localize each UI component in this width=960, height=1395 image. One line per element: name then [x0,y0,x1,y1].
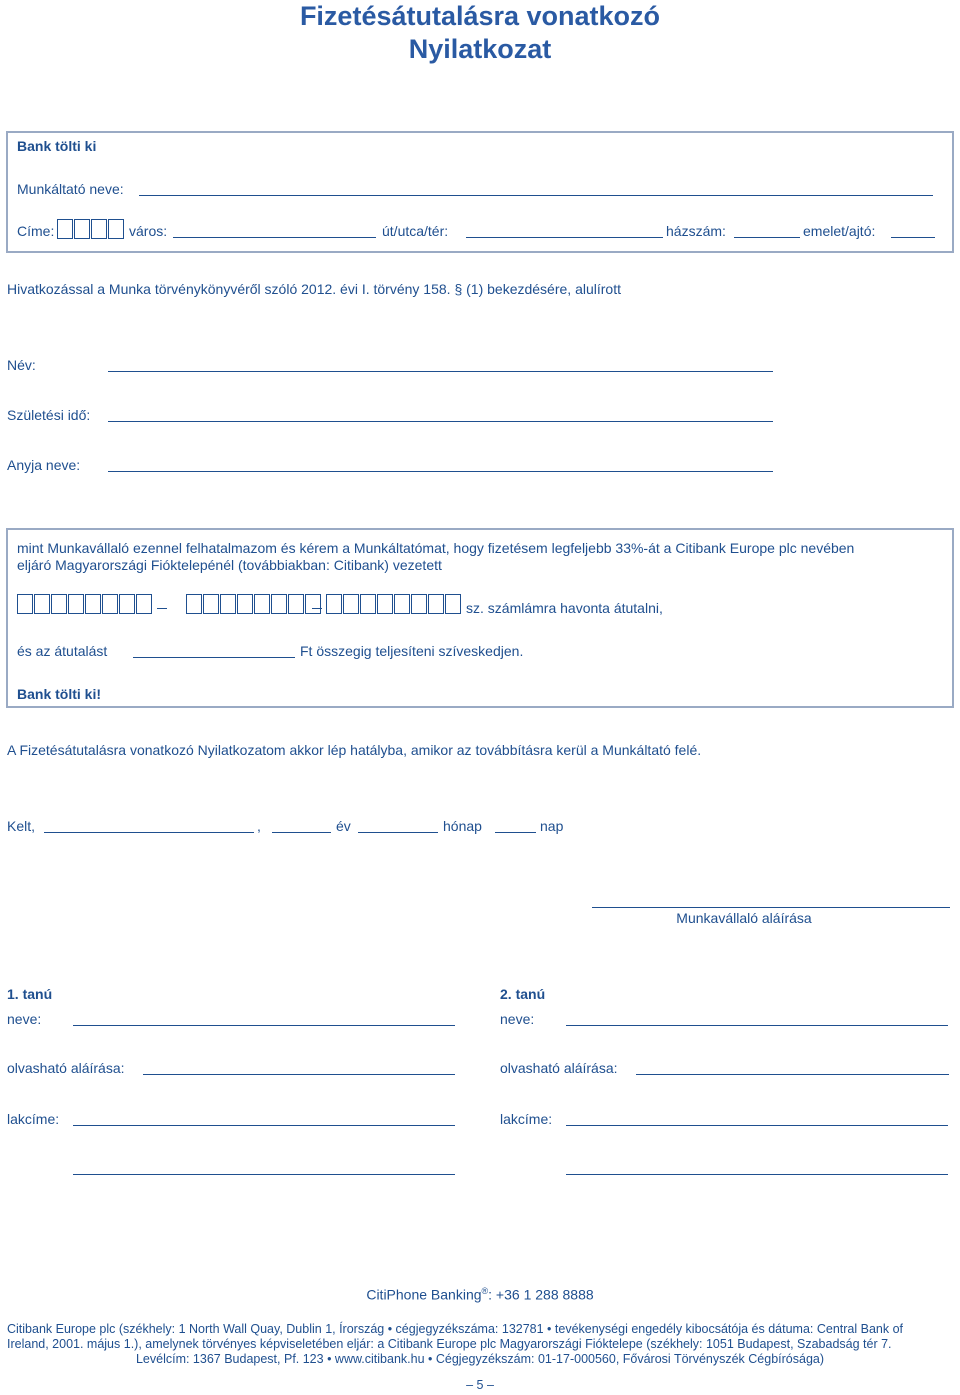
day-label: nap [540,818,564,834]
witness2-heading: 2. tanú [500,986,546,1002]
witness1-signature-field[interactable] [143,1074,455,1075]
year-field[interactable] [272,832,331,833]
account-digit-box[interactable] [186,594,202,614]
birth-date-field[interactable] [108,421,773,422]
house-number-field[interactable] [734,237,800,238]
legal-text-line1: Citibank Europe plc (székhely: 1 North Wall Quay, Dublin 1, Írország • cégjegyzékszáma: 132781 • tevékenységi engedély kibocsátója és dátuma: Central Bank of [7,1322,904,1336]
account-digit-box[interactable] [254,594,270,614]
account-digit-box[interactable] [68,594,84,614]
witness1-heading: 1. tanú [7,986,53,1002]
floor-door-field[interactable] [891,237,935,238]
bank-section-heading: Bank tölti ki [17,138,97,154]
account-digit-box[interactable] [220,594,236,614]
house-number-label: házszám: [666,223,726,239]
employer-name-field[interactable] [139,195,933,196]
employer-name-label: Munkáltató neve: [17,181,124,197]
registered-mark: ® [481,1286,489,1296]
authorization-text-line1: mint Munkavállaló ezennel felhatalmazom és kérem a Munkáltatómat, hogy fizetésem legfeljebb 33%-át a Citibank Europe plc nevében [17,540,855,556]
street-label: út/utca/tér: [382,223,449,239]
year-label: év [336,818,351,834]
account-digit-box[interactable] [203,594,219,614]
date-comma: , [257,818,261,834]
witness2-address-field-2[interactable] [566,1174,948,1175]
citiphone-line [0,1286,960,1303]
employee-signature-label: Munkavállaló aláírása [676,910,812,926]
witness2-name-field[interactable] [566,1025,948,1026]
reference-text: Hivatkozással a Munka törvénykönyvéről szóló 2012. évi I. törvény 158. § (1) bekezdésére, alulírott [7,281,621,297]
employee-signature-field[interactable] [592,907,950,908]
account-digit-box[interactable] [343,594,359,614]
transfer-amount-field[interactable] [133,657,295,658]
account-digit-box[interactable] [17,594,33,614]
account-digit-box[interactable] [377,594,393,614]
birth-date-label: Születési idő: [7,407,91,423]
account-digit-box[interactable] [119,594,135,614]
witness2-signature-label: olvasható aláírása: [500,1060,618,1076]
witness2-address-label: lakcíme: [500,1111,553,1127]
account-digit-box[interactable] [360,594,376,614]
witness1-address-label: lakcíme: [7,1111,60,1127]
page-title-line1: Fizetésátutalásra vonatkozó [299,1,661,31]
account-digit-box[interactable] [288,594,304,614]
effect-text: A Fizetésátutalásra vonatkozó Nyilatkozatom akkor lép hatályba, amikor az továbbításra kerül a Munkáltató felé. [7,742,702,758]
witness2-address-field[interactable] [566,1125,948,1126]
account-digit-box[interactable] [445,594,461,614]
witness2-signature-field[interactable] [636,1074,949,1075]
legal-text-line3: Levélcím: 1367 Budapest, Pf. 123 • www.citibank.hu • Cégjegyzékszám: 01-17-000560, Fővárosi Törvényszék Cégbírósága) [135,1352,825,1366]
account-suffix-text: sz. számlámra havonta átutalni, [466,600,663,616]
witness1-name-label: neve: [7,1011,42,1027]
citiphone-number: : +36 1 288 8888 [488,1286,594,1303]
transfer-suffix-text: Ft összegig teljesíteni szíveskedjen. [300,643,524,659]
authorization-text-line2: eljáró Magyarországi Fióktelepénél (továbbiakban: Citibank) vezetett [17,557,442,573]
account-digit-box[interactable] [305,594,321,614]
mother-name-label: Anyja neve: [7,457,81,473]
postcode-box-3[interactable] [91,219,107,239]
mother-name-field[interactable] [108,471,773,472]
witness2-name-label: neve: [500,1011,535,1027]
witness1-address-field[interactable] [73,1125,455,1126]
city-label: város: [129,223,168,239]
citiphone-label: CitiPhone Banking [366,1286,482,1303]
account-digit-box[interactable] [326,594,342,614]
witness1-name-field[interactable] [73,1025,455,1026]
account-digit-box[interactable] [394,594,410,614]
name-field[interactable] [108,371,773,372]
bank-fill-note: Bank tölti ki! [17,686,102,702]
account-digit-box[interactable] [136,594,152,614]
transfer-prefix-text: és az átutalást [17,643,108,659]
day-field[interactable] [495,832,536,833]
witness1-signature-label: olvasható aláírása: [7,1060,125,1076]
account-digit-box[interactable] [271,594,287,614]
month-label: hónap [443,818,482,834]
account-separator-dash [312,608,322,609]
page-title-line2: Nyilatkozat [408,34,552,64]
street-field[interactable] [466,237,663,238]
account-digit-box[interactable] [34,594,50,614]
postcode-box-1[interactable] [57,219,73,239]
account-digit-box[interactable] [237,594,253,614]
account-digit-box[interactable] [428,594,444,614]
date-place-label: Kelt, [7,818,36,834]
month-field[interactable] [358,832,438,833]
account-digit-box[interactable] [411,594,427,614]
name-label: Név: [7,357,36,373]
postcode-box-4[interactable] [108,219,124,239]
city-field[interactable] [173,237,376,238]
account-digit-box[interactable] [51,594,67,614]
account-digit-box[interactable] [85,594,101,614]
witness1-address-field-2[interactable] [73,1174,455,1175]
account-separator-dash [157,608,167,609]
page-number: – 5 – [466,1378,494,1392]
floor-door-label: emelet/ajtó: [803,223,876,239]
date-place-field[interactable] [44,832,254,833]
legal-text-line2: Ireland, 2001. május 1.), amelynek törvényes képviseletében eljár: a Citibank Europe plc Magyarországi Fióktelepe (székhely: 1051 Budapest, Szabadság tér 7. [7,1337,892,1351]
account-digit-box[interactable] [102,594,118,614]
postcode-box-2[interactable] [74,219,90,239]
address-label: Címe: [17,223,55,239]
